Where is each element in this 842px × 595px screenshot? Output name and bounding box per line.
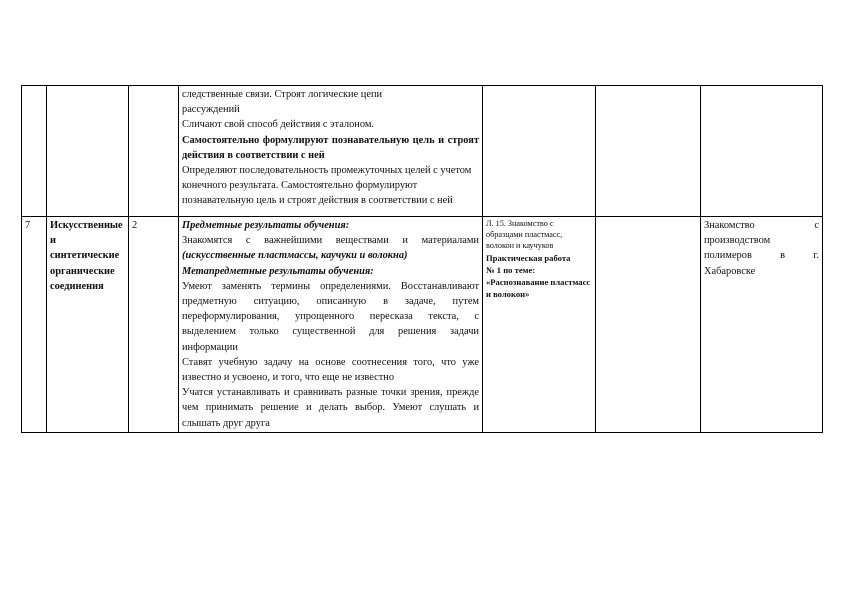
subject-results-heading: Предметные результаты обучения:	[182, 220, 350, 231]
lesson-lab	[483, 217, 596, 433]
lesson-number: 7	[22, 217, 47, 433]
results-cell	[179, 86, 483, 217]
subject-results-text: Знакомятся с важнейшими веществами и материалами	[182, 235, 479, 247]
meta-results-text-2: Ставят учебную задачу на основе соотнесения того, что уже известно и усвоено, и того, что еще не известно	[182, 356, 479, 384]
results-line: Определяют последовательность промежуточных целей с учетом конечного результата. Самостоятельно формулируют познавательную цель и строят действия в соответствии с ней	[182, 165, 472, 207]
lab-cell	[483, 86, 596, 217]
lesson-empty	[596, 217, 701, 433]
lab-text: Л. 15. Знакомство с образцами пластмасс, волокон и каучуков	[486, 219, 563, 251]
continuation-row	[22, 86, 823, 217]
results-line: следственные связи. Строят логические цепи	[182, 89, 383, 100]
lesson-regional: Знакомство с производством полимеров в г. Хабаровске	[701, 217, 823, 433]
lesson-topic: Искусственные и синтетические органические соединения	[47, 217, 129, 433]
results-line: рассуждений	[182, 104, 240, 116]
meta-results-heading: Метапредметные результаты обучения:	[182, 265, 374, 277]
results-line: Самостоятельно формулируют познавательную цель и строят действия в соответствии с ней	[182, 134, 479, 161]
lesson-row	[22, 217, 823, 433]
lesson-hours: 2	[129, 217, 179, 433]
regional-cell	[701, 86, 823, 217]
number-cell	[22, 86, 47, 217]
results-line: Сличают свой способ действия с эталоном.	[182, 119, 375, 131]
subject-results-italic: (искусственные пластмассы, каучуки и волокна)	[182, 250, 408, 262]
meta-results-text-3: Учатся устанавливать и сравнивать разные точки зрения, прежде чем принимать решение и делать выбор. Умеют слушать и слышать друг друга	[182, 387, 479, 429]
lesson-results	[179, 217, 483, 433]
hours-cell	[129, 86, 179, 217]
meta-results-text: Умеют заменять термины определениями. Восстанавливают предметную ситуацию, описанную в задаче, путем переформулирования, упрощенного пересказа текста, с выделением только существенной для решения задачи информации	[182, 280, 479, 353]
practical-text: № 1 по теме: «Распознавание пластмасс и волокон»	[486, 264, 591, 299]
empty-cell	[596, 86, 701, 217]
lesson-plan-table	[21, 85, 823, 433]
practical-heading: Практическая работа	[486, 252, 571, 263]
topic-cell	[47, 86, 129, 217]
